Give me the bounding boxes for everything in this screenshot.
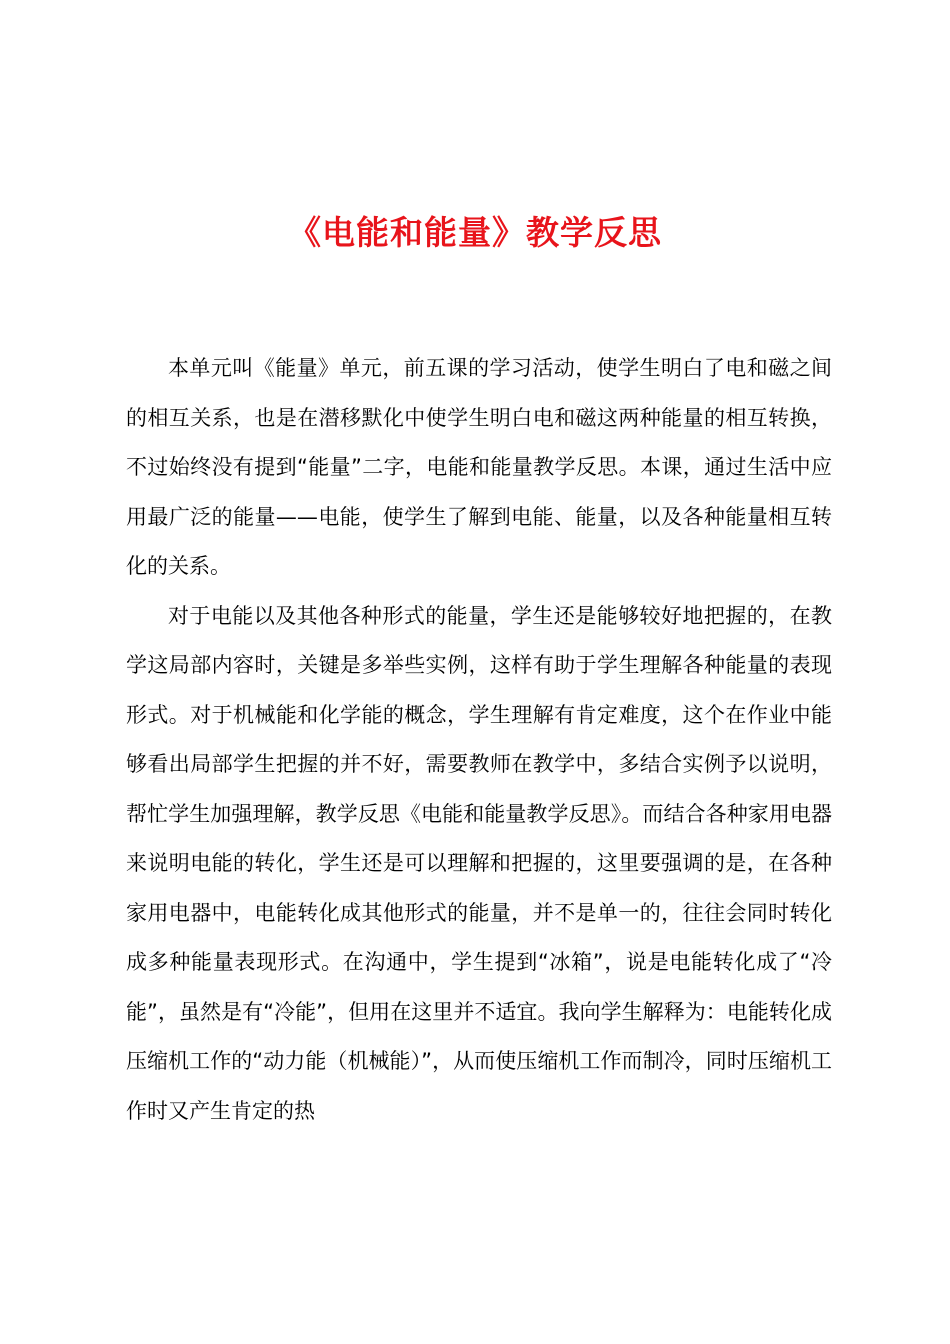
paragraph: 对于电能以及其他各种形式的能量，学生还是能够较好地把握的，在教学这局部内容时，关键是多举些实例，这样有助于学生理解各种能量的表现形式。对于机械能和化学能的概念，学生理解有肯定难度，这个在作业中能够看出局部学生把握的并不好，需要教师在教学中，多结合实例予以说明，帮忙学生加强理解，教学反思《电能和能量教学反思》。而结合各种家用电器来说明电能的转化，学生还是可以理解和把握的，这里要强调的是，在各种家用电器中，电能转化成其他形式的能量，并不是单一的，往往会同时转化成多种能量表现形式。在沟通中，学生提到“冰箱”，说是电能转化成了“冷能”，虽然是有“冷能”，但用在这里并不适宜。我向学生解释为：电能转化成压缩机工作的“动力能（机械能）”，从而使压缩机工作而制冷，同时压缩机工作时又产生肯定的热 (126, 603, 832, 1123)
document-body (126, 344, 832, 1136)
document-title: 《电能和能量》教学反思 (288, 213, 662, 252)
paragraph: 本单元叫《能量》单元，前五课的学习活动，使学生明白了电和磁之间的相互关系，也是在潜移默化中使学生明白电和磁这两种能量的相互转换，不过始终没有提到“能量”二字，电能和能量教学反思。本课，通过生活中应用最广泛的能量——电能，使学生了解到电能、能量，以及各种能量相互转化的关系。 (126, 356, 832, 578)
